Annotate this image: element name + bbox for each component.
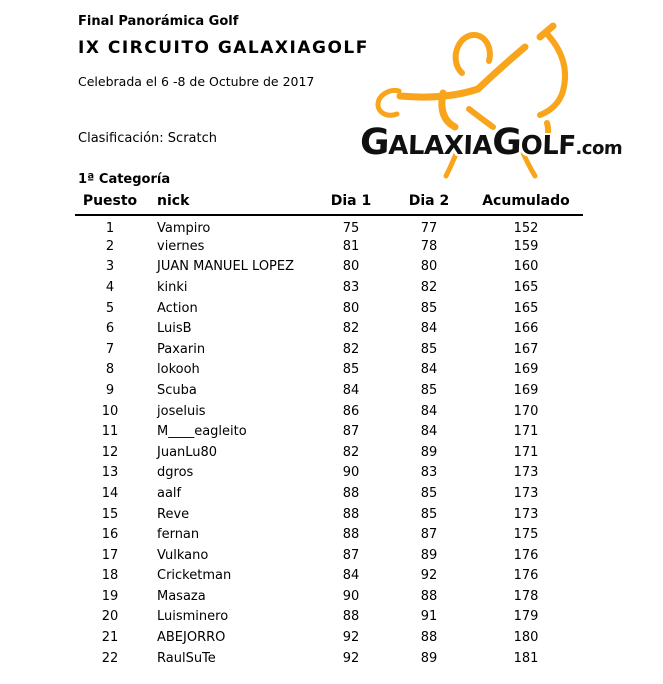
cell-nick: Vampiro xyxy=(157,221,211,236)
cell-puesto: 16 xyxy=(101,527,119,543)
event-date: Celebrada el 6 -8 de Octubre de 2017 xyxy=(78,74,315,89)
logo-text-g1: G xyxy=(359,122,390,163)
table-row xyxy=(75,504,583,525)
results-table xyxy=(75,193,583,668)
cell-nick: JuanLu80 xyxy=(157,444,218,460)
cell-acumulado: 178 xyxy=(513,588,539,604)
cell-acumulado: 159 xyxy=(513,238,539,254)
cell-puesto: 15 xyxy=(101,506,119,522)
cell-nick: Reve xyxy=(157,506,190,522)
cell-acumulado: 175 xyxy=(513,527,539,543)
cell-dia1: 81 xyxy=(342,238,360,254)
cell-puesto: 14 xyxy=(101,485,119,501)
cell-nick: Action xyxy=(157,300,198,316)
cell-puesto: 19 xyxy=(101,588,119,604)
cell-puesto: 22 xyxy=(101,650,119,666)
cell-dia2: 92 xyxy=(420,568,438,584)
cell-dia2: 89 xyxy=(420,444,438,460)
cell-dia1: 86 xyxy=(342,403,360,419)
cell-dia2: 89 xyxy=(420,650,438,666)
cell-dia1: 88 xyxy=(342,527,360,543)
cell-nick: ABEJORRO xyxy=(157,630,226,646)
results-table-container xyxy=(75,193,583,668)
cell-acumulado: 171 xyxy=(513,444,539,460)
table-row xyxy=(75,483,583,504)
logo-text-olf: OLF xyxy=(520,131,577,161)
col-header-dia2: Dia 2 xyxy=(389,193,469,215)
cell-dia1: 88 xyxy=(342,506,360,522)
cell-acumulado: 152 xyxy=(513,221,539,236)
logo-text-alaxia: ALAXIA xyxy=(387,131,493,161)
galaxiagolf-logo xyxy=(350,6,655,184)
cell-dia2: 84 xyxy=(420,424,438,440)
cell-dia1: 90 xyxy=(342,588,360,604)
event-subtitle: Final Panorámica Golf xyxy=(78,14,239,29)
cell-acumulado: 165 xyxy=(513,300,539,316)
cell-nick: kinki xyxy=(157,279,188,295)
cell-puesto: 10 xyxy=(101,403,119,419)
cell-acumulado: 170 xyxy=(513,403,539,419)
cell-dia2: 85 xyxy=(420,300,438,316)
cell-dia2: 84 xyxy=(420,321,438,337)
cell-nick: joseluis xyxy=(157,403,206,419)
cell-puesto: 6 xyxy=(105,321,115,337)
cell-nick: LuisB xyxy=(157,321,192,337)
cell-dia1: 87 xyxy=(342,547,360,563)
table-row xyxy=(75,339,583,360)
cell-nick: viernes xyxy=(157,238,205,254)
table-row xyxy=(75,463,583,484)
table-row xyxy=(75,360,583,381)
cell-nick: M____eagleito xyxy=(157,424,247,440)
cell-dia1: 85 xyxy=(342,362,360,378)
cell-dia2: 87 xyxy=(420,527,438,543)
category-label: 1ª Categoría xyxy=(78,172,171,187)
cell-dia1: 84 xyxy=(342,382,360,398)
table-row xyxy=(75,257,583,278)
cell-acumulado: 173 xyxy=(513,485,539,501)
cell-puesto: 20 xyxy=(101,609,119,625)
cell-dia2: 82 xyxy=(420,279,438,295)
cell-dia1: 92 xyxy=(342,630,360,646)
cell-puesto: 18 xyxy=(101,568,119,584)
logo-wordmark xyxy=(359,122,623,163)
table-row xyxy=(75,607,583,628)
cell-puesto: 9 xyxy=(105,382,115,398)
cell-puesto: 5 xyxy=(105,300,115,316)
cell-puesto: 21 xyxy=(101,630,119,646)
classification-label: Clasificación: Scratch xyxy=(78,131,218,146)
cell-nick: dgros xyxy=(157,465,194,481)
cell-puesto: 8 xyxy=(105,362,115,378)
cell-dia1: 83 xyxy=(342,279,360,295)
cell-dia2: 84 xyxy=(420,362,438,378)
cell-puesto: 17 xyxy=(101,547,119,563)
table-row xyxy=(75,545,583,566)
col-header-dia1: Dia 1 xyxy=(313,193,389,215)
cell-dia1: 82 xyxy=(342,321,360,337)
cell-dia2: 91 xyxy=(420,609,438,625)
cell-dia1: 90 xyxy=(342,465,360,481)
cell-dia2: 77 xyxy=(420,221,438,236)
cell-nick: aalf xyxy=(157,485,182,501)
cell-acumulado: 179 xyxy=(513,609,539,625)
cell-dia2: 85 xyxy=(420,485,438,501)
table-row xyxy=(75,298,583,319)
cell-acumulado: 166 xyxy=(513,321,539,337)
cell-dia2: 84 xyxy=(420,403,438,419)
cell-dia1: 88 xyxy=(342,609,360,625)
cell-dia2: 88 xyxy=(420,630,438,646)
cell-puesto: 4 xyxy=(105,279,115,295)
logo-text-g2: G xyxy=(491,122,522,163)
cell-acumulado: 171 xyxy=(513,424,539,440)
cell-puesto: 1 xyxy=(105,221,115,236)
col-header-acumulado: Acumulado xyxy=(469,193,583,215)
table-row xyxy=(75,648,583,669)
cell-dia2: 78 xyxy=(420,238,438,254)
cell-nick: RaulSuTe xyxy=(157,650,216,666)
cell-dia2: 85 xyxy=(420,506,438,522)
cell-acumulado: 176 xyxy=(513,547,539,563)
cell-dia1: 80 xyxy=(342,300,360,316)
cell-acumulado: 169 xyxy=(513,362,539,378)
table-row xyxy=(75,236,583,257)
cell-puesto: 12 xyxy=(101,444,119,460)
cell-nick: Vulkano xyxy=(157,547,209,563)
cell-acumulado: 173 xyxy=(513,465,539,481)
cell-dia1: 82 xyxy=(342,341,360,357)
cell-dia2: 83 xyxy=(420,465,438,481)
cell-nick: lokooh xyxy=(157,362,200,378)
cell-dia1: 82 xyxy=(342,444,360,460)
table-row xyxy=(75,524,583,545)
cell-nick: Luisminero xyxy=(157,609,229,625)
table-row xyxy=(75,277,583,298)
cell-acumulado: 169 xyxy=(513,382,539,398)
table-row xyxy=(75,318,583,339)
cell-acumulado: 167 xyxy=(513,341,539,357)
cell-acumulado: 180 xyxy=(513,630,539,646)
cell-acumulado: 181 xyxy=(513,650,539,666)
table-header-row xyxy=(75,193,583,215)
cell-puesto: 2 xyxy=(105,238,115,254)
table-row xyxy=(75,586,583,607)
cell-dia1: 75 xyxy=(342,221,360,236)
table-row xyxy=(75,442,583,463)
cell-dia1: 80 xyxy=(342,259,360,275)
cell-dia1: 92 xyxy=(342,650,360,666)
cell-dia1: 87 xyxy=(342,424,360,440)
cell-dia2: 85 xyxy=(420,341,438,357)
cell-dia2: 80 xyxy=(420,259,438,275)
cell-puesto: 13 xyxy=(101,465,119,481)
cell-dia2: 89 xyxy=(420,547,438,563)
cell-dia2: 85 xyxy=(420,382,438,398)
cell-dia2: 88 xyxy=(420,588,438,604)
cell-nick: fernan xyxy=(157,527,200,543)
cell-dia1: 84 xyxy=(342,568,360,584)
table-row xyxy=(75,215,583,236)
cell-nick: Masaza xyxy=(157,588,206,604)
table-row xyxy=(75,401,583,422)
cell-nick: JUAN MANUEL LOPEZ xyxy=(157,259,295,275)
cell-puesto: 11 xyxy=(101,424,119,440)
table-row xyxy=(75,380,583,401)
cell-nick: Paxarin xyxy=(157,341,206,357)
col-header-nick: nick xyxy=(145,193,313,215)
cell-puesto: 3 xyxy=(105,259,115,275)
cell-acumulado: 176 xyxy=(513,568,539,584)
cell-acumulado: 173 xyxy=(513,506,539,522)
table-row xyxy=(75,566,583,587)
cell-nick: Cricketman xyxy=(157,568,232,584)
cell-acumulado: 160 xyxy=(513,259,539,275)
cell-acumulado: 165 xyxy=(513,279,539,295)
event-title: IX CIRCUITO GALAXIAGOLF xyxy=(78,38,369,58)
cell-nick: Scuba xyxy=(157,382,197,398)
col-header-puesto: Puesto xyxy=(75,193,145,215)
cell-dia1: 88 xyxy=(342,485,360,501)
cell-puesto: 7 xyxy=(105,341,115,357)
table-row xyxy=(75,421,583,442)
table-row xyxy=(75,627,583,648)
logo-text-dotcom: .com xyxy=(575,138,623,159)
